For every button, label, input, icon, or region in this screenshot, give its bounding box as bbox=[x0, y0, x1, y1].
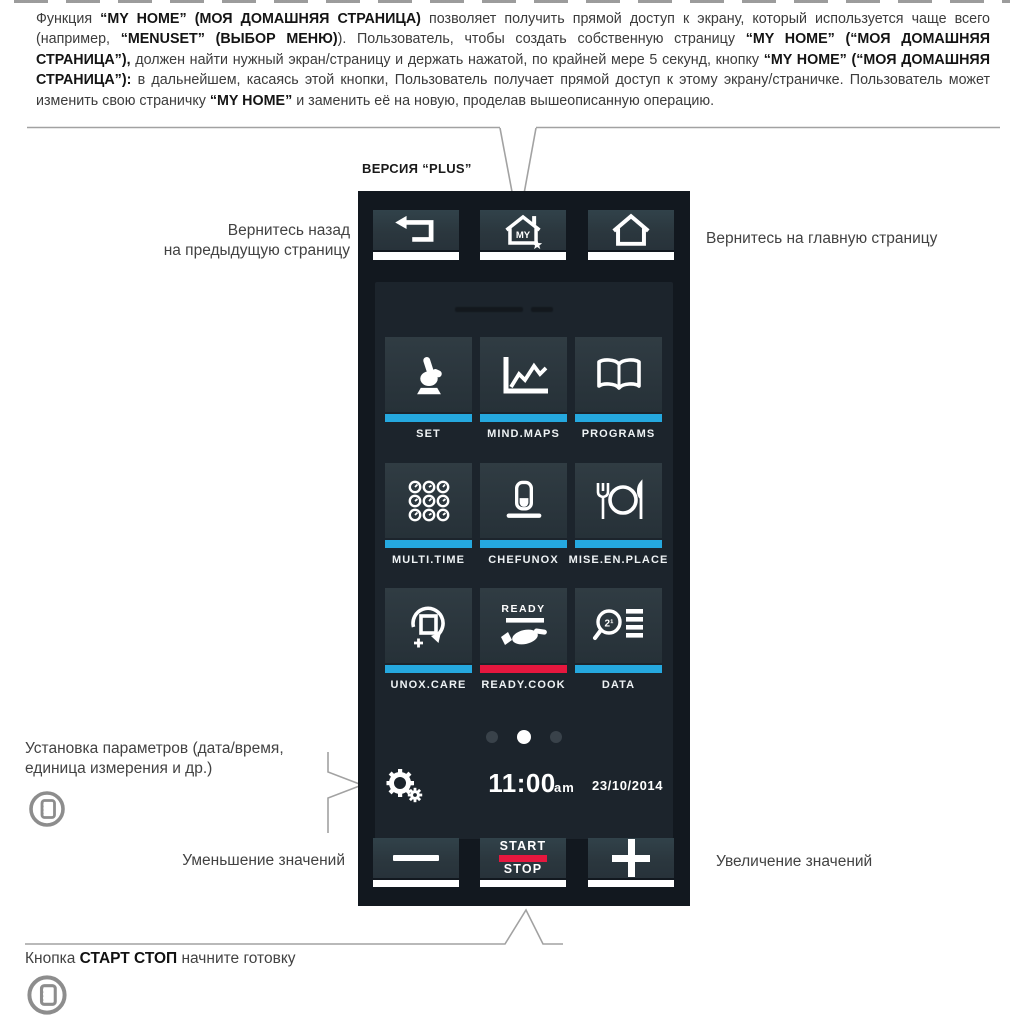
my-home-star-icon bbox=[532, 240, 542, 250]
intro-text: должен найти нужный экран/страницу и держать нажатой, по крайней мере 5 секунд, кнопку bbox=[130, 51, 764, 68]
tile-data-label: DATA bbox=[601, 679, 636, 691]
home-icon bbox=[603, 211, 659, 249]
tile-unox-care[interactable] bbox=[385, 588, 472, 663]
callout-start-stop-suffix: начните готовку bbox=[177, 950, 296, 967]
my-home-button[interactable] bbox=[480, 210, 566, 250]
page-dot-2-active[interactable] bbox=[517, 730, 531, 744]
version-label: ВЕРСИЯ “PLUS” bbox=[362, 161, 472, 176]
tile-mind-maps[interactable] bbox=[480, 337, 567, 412]
back-arrow-icon bbox=[390, 213, 442, 247]
home-button[interactable] bbox=[588, 210, 674, 250]
intro-text: Функция bbox=[36, 11, 101, 27]
start-stop-button[interactable] bbox=[480, 838, 566, 878]
serving-hand-icon bbox=[498, 617, 550, 649]
chef-icon bbox=[502, 479, 546, 523]
callout-settings bbox=[25, 739, 284, 778]
tile-set-accent-bar bbox=[385, 414, 472, 422]
decrease-button[interactable] bbox=[373, 838, 459, 878]
open-book-icon bbox=[593, 355, 645, 395]
intro-text: позволяет получить прямой доступ к экрану, который используется чаще всего (например, bbox=[36, 11, 990, 48]
increase-button-underline bbox=[588, 880, 674, 887]
tile-mise-en-place-accent-bar bbox=[575, 540, 662, 548]
intro-text-bold: “MY HOME” bbox=[209, 92, 293, 109]
callout-settings-line2: единица измерения и др.) bbox=[25, 759, 213, 777]
tile-unox-care-label: UNOX.CARE bbox=[390, 679, 467, 691]
plate-cutlery-icon bbox=[592, 479, 646, 523]
clock-meridiem: am bbox=[554, 780, 575, 795]
tile-unox-care-accent-bar bbox=[385, 665, 472, 673]
tile-multi-time-accent-bar bbox=[385, 540, 472, 548]
tile-chefunox-accent-bar bbox=[480, 540, 567, 548]
tile-chefunox-label: CHEFUNOX bbox=[488, 554, 559, 566]
tile-programs-accent-bar bbox=[575, 414, 662, 422]
home-button-underline bbox=[588, 252, 674, 260]
tile-mise-en-place-label: MISE.EN.PLACE bbox=[568, 554, 669, 566]
back-button-underline bbox=[373, 252, 459, 260]
minus-icon bbox=[393, 855, 439, 861]
rotate-square-icon bbox=[405, 602, 453, 650]
tile-mind-maps-label: MIND.MAPS bbox=[487, 428, 560, 440]
line-chart-icon bbox=[498, 353, 550, 397]
scan-edge-artifact bbox=[14, 0, 1010, 3]
callout-settings-line1: Установка параметров (дата/время, bbox=[25, 740, 284, 757]
clock-time: 11:00 bbox=[488, 768, 556, 798]
manual-reference-icon bbox=[25, 973, 69, 1017]
search-list-icon bbox=[592, 606, 646, 646]
tile-data[interactable] bbox=[575, 588, 662, 663]
callout-decrease: Уменьшение значений bbox=[182, 852, 345, 869]
tile-mise-en-place[interactable] bbox=[575, 463, 662, 538]
intro-text-bold: “MY HOME” (“МОЯ ДОМАШНЯЯ СТРАНИЦА”): bbox=[36, 51, 990, 89]
my-home-icon bbox=[495, 210, 551, 250]
tile-data-accent-bar bbox=[575, 665, 662, 673]
plus-icon bbox=[612, 839, 650, 877]
set-hand-icon bbox=[407, 351, 451, 399]
tile-multi-time[interactable] bbox=[385, 463, 472, 538]
faint-screen-text bbox=[455, 307, 523, 312]
decrease-button-underline bbox=[373, 880, 459, 887]
pointer-to-startstop bbox=[25, 910, 563, 944]
my-home-label: MY bbox=[515, 229, 531, 241]
intro-text-bold: “MY HOME” (“МОЯ ДОМАШНЯЯ СТРАНИЦА”), bbox=[36, 31, 990, 68]
stop-label: STOP bbox=[503, 862, 543, 876]
tile-multi-time-label: MULTI.TIME bbox=[391, 554, 466, 566]
settings-gear-icon[interactable] bbox=[385, 767, 425, 803]
tile-mind-maps-accent-bar bbox=[480, 414, 567, 422]
tile-set-label: SET bbox=[416, 428, 441, 440]
start-label: START bbox=[499, 839, 547, 853]
ready-cook-icon-text: READY bbox=[501, 602, 546, 615]
increase-button[interactable] bbox=[588, 838, 674, 878]
intro-text-bold: “MENUSET” (ВЫБОР МЕНЮ) bbox=[120, 31, 338, 48]
my-home-button-underline bbox=[480, 252, 566, 260]
pointer-to-settings-gear bbox=[328, 752, 362, 833]
callout-back-line1: Вернитесь назад bbox=[227, 222, 350, 239]
tile-ready-cook-label: READY.COOK bbox=[481, 679, 566, 691]
tile-programs[interactable] bbox=[575, 337, 662, 412]
callout-back-line2: на предыдущую страницу bbox=[163, 241, 350, 259]
multi-clock-grid-icon bbox=[406, 478, 452, 524]
page-dot-1[interactable] bbox=[486, 731, 498, 743]
callout-start-stop bbox=[25, 949, 296, 969]
tile-programs-label: PROGRAMS bbox=[581, 428, 656, 440]
back-button[interactable] bbox=[373, 210, 459, 250]
intro-paragraph bbox=[36, 9, 990, 111]
svg-text:2¹: 2¹ bbox=[604, 618, 613, 629]
start-stop-button-underline bbox=[480, 880, 566, 887]
oven-touch-panel bbox=[358, 191, 690, 906]
intro-text: ). Пользователь, чтобы создать собственную страницу bbox=[337, 31, 746, 48]
callout-start-stop-prefix: Кнопка bbox=[25, 950, 80, 967]
callout-back-button bbox=[164, 221, 350, 260]
callout-home-button: Вернитесь на главную страницу bbox=[706, 230, 938, 247]
tile-chefunox[interactable] bbox=[480, 463, 567, 538]
tile-ready-cook-accent-bar bbox=[480, 665, 567, 673]
manual-reference-icon bbox=[27, 789, 67, 829]
tile-ready-cook[interactable] bbox=[480, 588, 567, 663]
faint-screen-text bbox=[531, 307, 553, 312]
tile-set[interactable] bbox=[385, 337, 472, 412]
callout-increase: Увеличение значений bbox=[716, 853, 873, 870]
callout-start-stop-bold: СТАРТ СТОП bbox=[79, 950, 178, 967]
start-stop-red-bar bbox=[499, 855, 547, 862]
intro-text: в дальнейшем, касаясь этой кнопки, Пользователь получает прямой доступ к этому экрану/страничке. Пользователь может изменить свою страничку bbox=[36, 72, 990, 109]
intro-text-bold: “MY HOME” (МОЯ ДОМАШНЯЯ СТРАНИЦА) bbox=[100, 11, 421, 27]
intro-text: и заменить её на новую, проделав вышеописанную операцию. bbox=[292, 92, 715, 109]
page-dot-3[interactable] bbox=[550, 731, 562, 743]
clock-date: 23/10/2014 bbox=[592, 778, 664, 793]
